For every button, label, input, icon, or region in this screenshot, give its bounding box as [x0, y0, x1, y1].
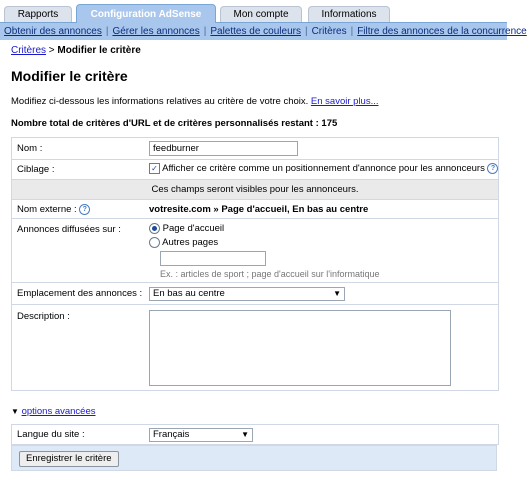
triangle-down-icon: ▼ — [11, 407, 19, 416]
main-tabs — [0, 0, 507, 23]
chevron-down-icon: ▼ — [241, 430, 249, 439]
description-textarea[interactable] — [149, 310, 451, 386]
breadcrumb-criteres-link[interactable]: Critères — [11, 45, 47, 56]
radio-autres-pages[interactable] — [149, 237, 160, 248]
sub-navigation: Obtenir des annonces | Gérer les annonces | Palettes de couleurs | Critères | Filtre des annonces de la concurrence — [0, 23, 507, 40]
subnav-filtre-annonces-concurrence[interactable]: Filtre des annonces de la concurrence — [357, 26, 527, 37]
tab-rapports[interactable]: Rapports — [4, 6, 72, 22]
chevron-down-icon: ▼ — [333, 289, 341, 298]
ads-on-label: Annonces diffusées sur : — [17, 224, 121, 235]
subnav-palettes-couleurs[interactable]: Palettes de couleurs — [210, 26, 301, 37]
external-name-value: votresite.com » Page d'accueil, En bas au centre — [149, 204, 369, 215]
save-criterion-button[interactable]: Enregistrer le critère — [19, 451, 119, 467]
placement-label: Emplacement des annonces : — [17, 288, 143, 299]
row-language — [12, 425, 498, 445]
ads-on-example: Ex. : articles de sport ; page d'accueil sur l'informatique — [160, 269, 380, 279]
radio-page-accueil[interactable] — [149, 223, 160, 234]
row-ads-on — [12, 219, 498, 283]
remaining-count: Nombre total de critères d'URL et de critères personnalisés restant : 175 — [11, 118, 338, 129]
breadcrumb: Critères > Modifier le critère — [11, 45, 141, 56]
placement-select[interactable]: En bas au centre ▼ — [149, 287, 345, 301]
targeting-checkbox-label: Afficher ce critère comme un positionnement d'annonce pour les annonceurs — [162, 163, 485, 175]
language-label: Langue du site : — [17, 429, 85, 440]
language-select[interactable]: Français ▼ — [149, 428, 253, 442]
tab-mon-compte[interactable]: Mon compte — [220, 6, 302, 22]
row-external-name — [12, 200, 498, 219]
breadcrumb-current: Modifier le critère — [57, 45, 141, 56]
tab-informations[interactable]: Informations — [308, 6, 390, 22]
subnav-gerer-annonces[interactable]: Gérer les annonces — [112, 26, 200, 37]
button-bar — [11, 445, 497, 471]
description-label: Description : — [17, 311, 70, 322]
visible-fields-note: Ces champs seront visibles pour les annonceurs. — [12, 180, 498, 200]
tab-configuration-adsense[interactable]: Configuration AdSense — [76, 4, 216, 23]
advanced-options-toggle[interactable]: ▼ options avancées — [11, 406, 96, 417]
subnav-obtenir-annonces[interactable]: Obtenir des annonces — [4, 26, 102, 37]
subnav-criteres[interactable]: Critères — [311, 26, 347, 37]
intro-text: Modifiez ci-dessous les informations relatives au critère de votre choix. En savoir plus... — [11, 96, 379, 107]
row-targeting — [12, 160, 498, 180]
radio-autres-pages-label: Autres pages — [162, 237, 219, 249]
row-placement — [12, 283, 498, 305]
external-name-label: Nom externe : — [17, 204, 77, 216]
row-name — [12, 138, 498, 160]
external-name-help-icon[interactable]: ? — [79, 204, 90, 215]
radio-page-accueil-label: Page d'accueil — [162, 223, 225, 235]
criteria-form — [11, 137, 499, 391]
other-pages-input[interactable] — [160, 251, 266, 266]
targeting-checkbox[interactable]: ✓ — [149, 163, 160, 174]
targeting-label: Ciblage : — [17, 164, 55, 175]
page-title: Modifier le critère — [11, 68, 128, 84]
name-label: Nom : — [17, 143, 43, 154]
targeting-help-icon[interactable]: ? — [487, 163, 498, 174]
learn-more-link[interactable]: En savoir plus... — [310, 96, 379, 107]
name-input[interactable] — [149, 141, 298, 156]
language-form — [11, 424, 499, 445]
row-description — [12, 305, 498, 391]
